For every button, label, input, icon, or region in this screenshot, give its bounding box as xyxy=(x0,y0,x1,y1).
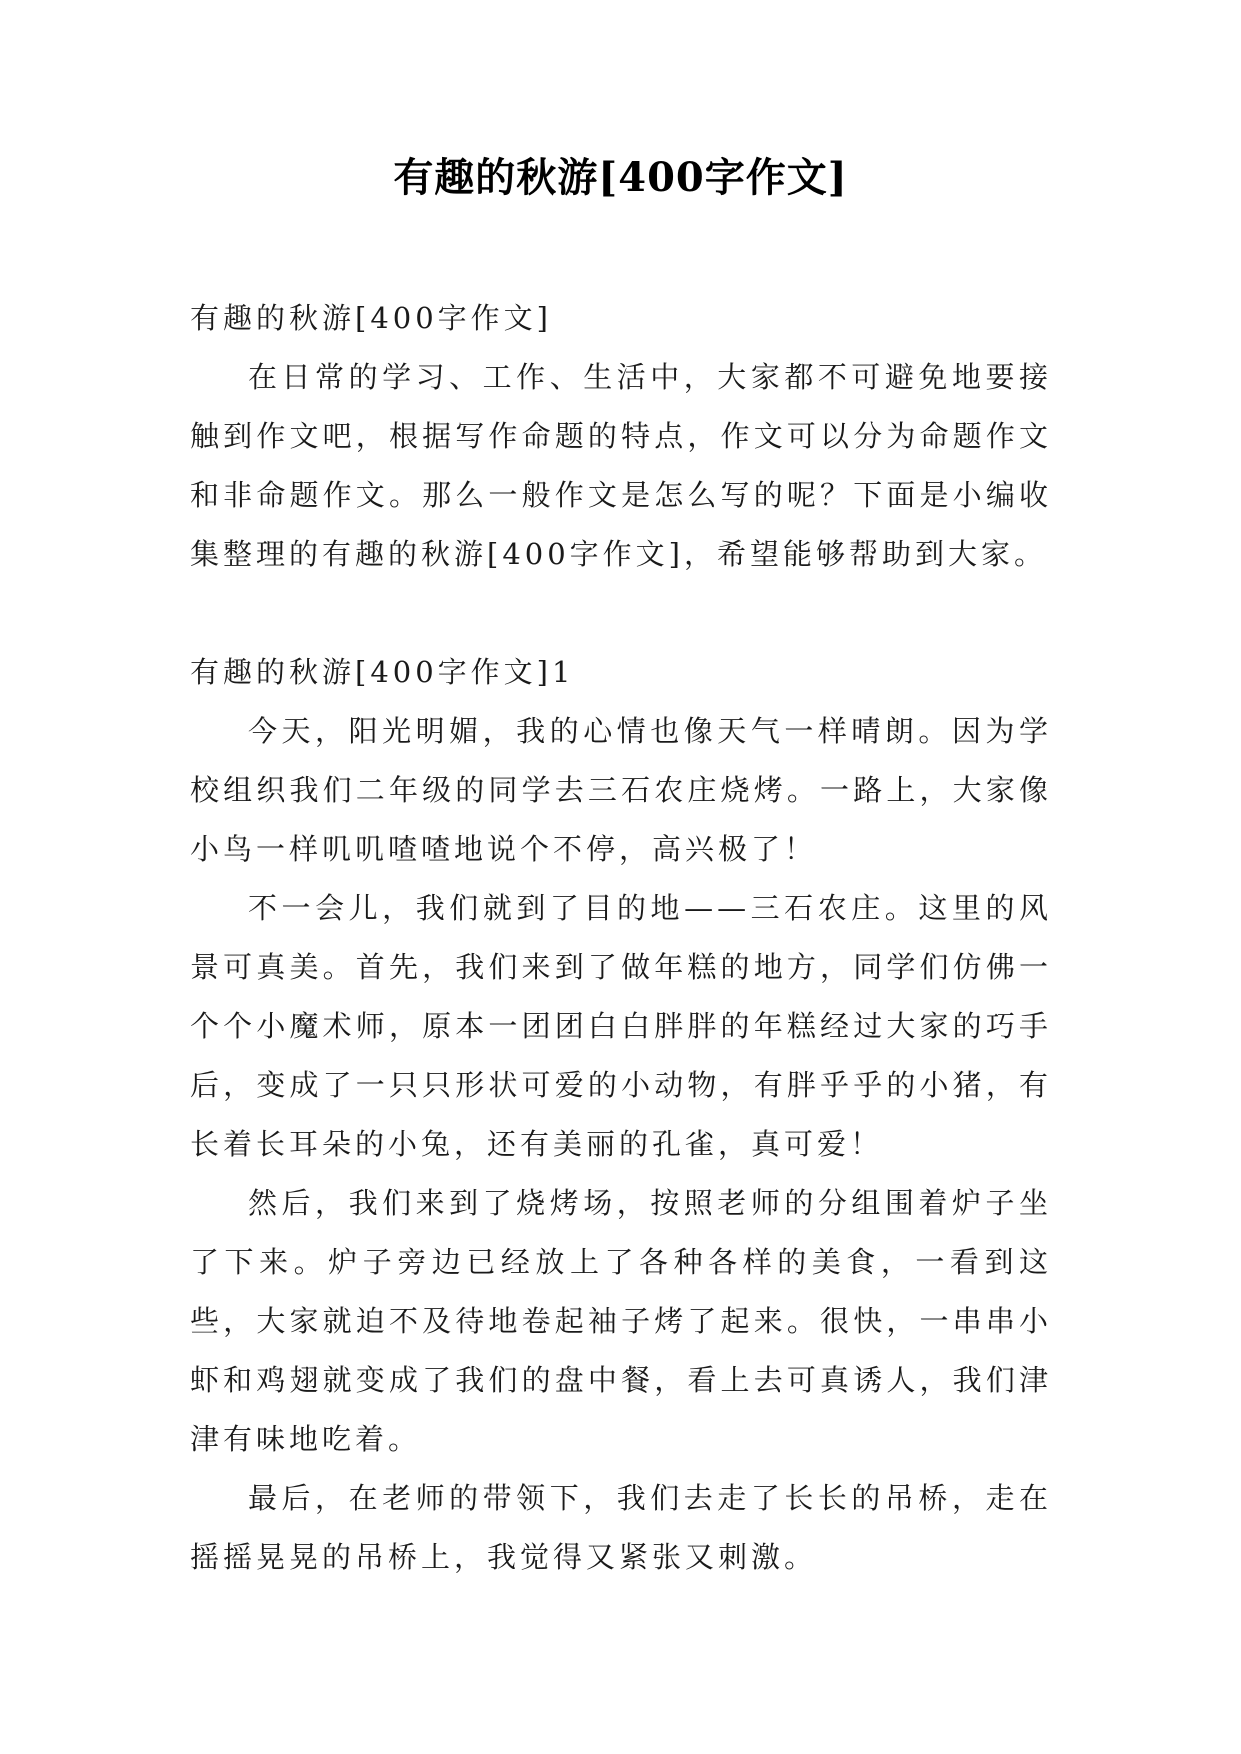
intro-paragraph: 在日常的学习、工作、生活中，大家都不可避免地要接触到作文吧，根据写作命题的特点，作文可以分为命题作文和非命题作文。那么一般作文是怎么写的呢？下面是小编收集整理的有趣的秋游[400字作文]，希望能够帮助到大家。 xyxy=(190,360,1052,571)
essay-paragraph-4: 最后，在老师的带领下，我们去走了长长的吊桥，走在摇摇晃晃的吊桥上，我觉得又紧张又刺激。 xyxy=(190,1481,1052,1574)
essay-paragraph-1: 今天，阳光明媚，我的心情也像天气一样晴朗。因为学校组织我们二年级的同学去三石农庄烧烤。一路上，大家像小鸟一样叽叽喳喳地说个不停，高兴极了！ xyxy=(190,714,1052,866)
intro-heading: 有趣的秋游[400字作文] xyxy=(190,301,552,335)
essay-heading: 有趣的秋游[400字作文]1 xyxy=(190,655,575,689)
document-body xyxy=(190,289,1052,1587)
essay-paragraph-2: 不一会儿，我们就到了目的地——三石农庄。这里的风景可真美。首先，我们来到了做年糕的地方，同学们仿佛一个个小魔术师，原本一团团白白胖胖的年糕经过大家的巧手后，变成了一只只形状可爱的小动物，有胖乎乎的小猪，有长着长耳朵的小兔，还有美丽的孔雀，真可爱！ xyxy=(190,891,1052,1161)
essay-paragraph-3: 然后，我们来到了烧烤场，按照老师的分组围着炉子坐了下来。炉子旁边已经放上了各种各样的美食，一看到这些，大家就迫不及待地卷起袖子烤了起来。很快，一串串小虾和鸡翅就变成了我们的盘中餐，看上去可真诱人，我们津津有味地吃着。 xyxy=(190,1186,1052,1456)
section-spacer xyxy=(190,584,1052,643)
document-title: 有趣的秋游[400字作文] xyxy=(393,154,848,201)
